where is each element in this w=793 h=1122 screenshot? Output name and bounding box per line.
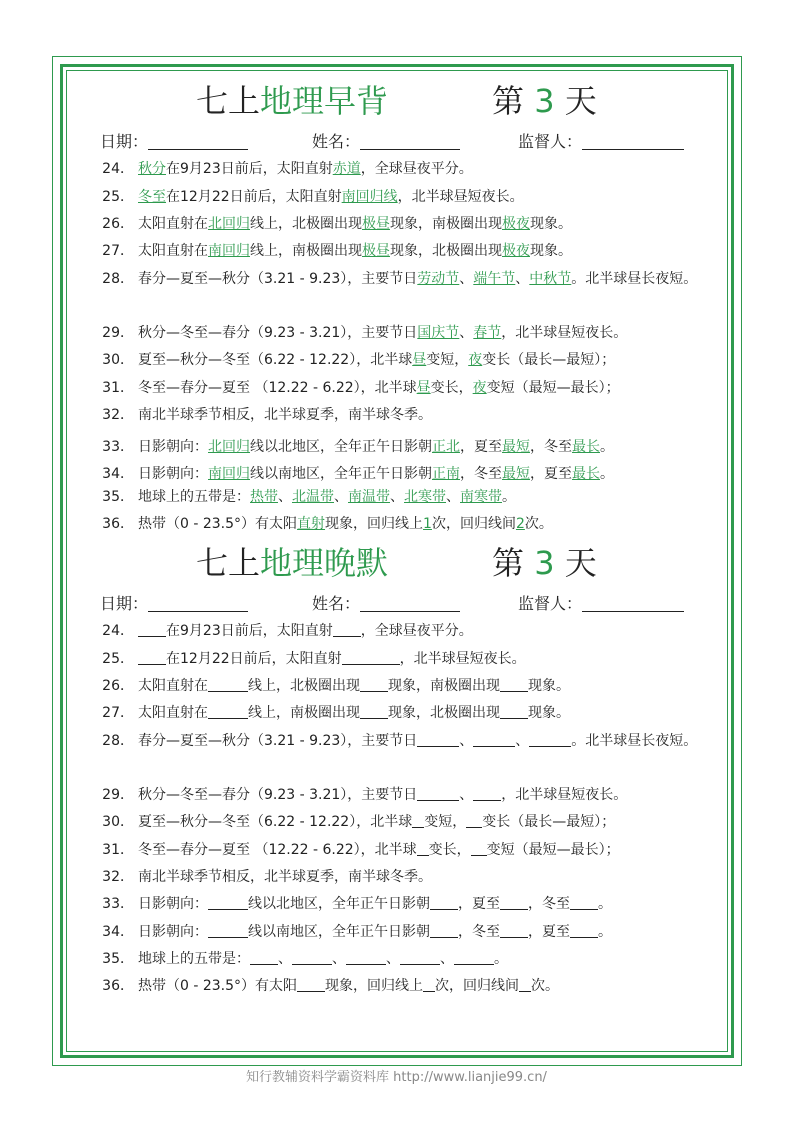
question-text: ，北半球昼短夜长。 (397, 189, 524, 205)
question-text: 现象，南极圈出现 (388, 678, 500, 694)
question-text: 南北半球季节相反，北半球夏季，南半球冬季。 (138, 869, 432, 885)
question-item (76, 347, 722, 373)
title-main: 地理早背 (260, 82, 389, 120)
question-text: 秋分—冬至—春分（9.23 - 3.21），主要节日 (138, 787, 418, 803)
question-item (76, 402, 722, 428)
question-item (76, 511, 722, 537)
question-text: 、 (386, 951, 400, 967)
question-number: 24． (102, 161, 134, 177)
question-text: 春分—夏至—秋分（3.21 - 9.23），主要节日 (138, 271, 418, 287)
question-text: 、 (515, 733, 530, 749)
question-item (76, 782, 722, 808)
question-number: 31． (102, 380, 134, 396)
question-text: 、 (459, 787, 474, 803)
question-item (76, 946, 722, 972)
date-field[interactable] (148, 131, 248, 150)
question-text: 次。 (531, 978, 560, 994)
morning-meta-row (76, 130, 722, 156)
question-item (76, 375, 722, 401)
question-text: 日影朝向： (138, 924, 208, 940)
blank-field[interactable] (519, 977, 531, 992)
day-suffix: 天 (554, 82, 597, 120)
question-text: 现象。 (528, 705, 570, 721)
question-text: 。 (494, 951, 508, 967)
question-text: 现象。 (530, 243, 572, 259)
answer-text: 春节 (473, 325, 502, 341)
supervisor-label: 监督人： (518, 594, 583, 613)
question-text: 在9月23日前后，太阳直射 (166, 623, 333, 639)
morning-day (492, 78, 597, 124)
question-text: 、 (459, 733, 474, 749)
date-label: 日期： (100, 594, 149, 613)
blank-field[interactable] (423, 977, 435, 992)
blank-field[interactable] (471, 841, 487, 856)
question-text: 南北半球季节相反，北半球夏季，南半球冬季。 (138, 407, 432, 423)
question-number: 27． (102, 705, 134, 721)
blank-field[interactable] (208, 704, 248, 719)
answer-text: 2 (515, 516, 525, 532)
day-suffix: 天 (554, 544, 597, 582)
question-item (76, 211, 722, 237)
question-text: ，夏至 (460, 439, 502, 455)
question-text: 线以北地区，全年正午日影朝 (250, 439, 432, 455)
question-text: ，北半球昼短夜长。 (501, 787, 628, 803)
question-text: 在12月22日前后，太阳直射 (166, 189, 342, 205)
answer-text: 南回归线 (341, 189, 398, 205)
answer-text: 正北 (432, 439, 460, 455)
question-text: 在9月23日前后，太阳直射 (166, 161, 333, 177)
question-text: 现象。 (530, 216, 572, 232)
answer-text: 热带 (250, 489, 278, 505)
question-number: 32． (102, 407, 134, 423)
question-text: ，夏至 (528, 924, 570, 940)
answer-text: 最短 (502, 466, 530, 482)
blank-field[interactable] (412, 813, 424, 828)
question-text: 日影朝向： (138, 896, 208, 912)
question-number: 34． (102, 466, 134, 482)
question-text: 变长， (428, 842, 471, 858)
question-number: 36． (102, 978, 134, 994)
question-text: 。 (598, 924, 612, 940)
footer-text: 知行教辅资料学霸资料库 http://www.lianjie99.cn/ (246, 1070, 547, 1085)
name-label: 姓名： (312, 132, 361, 151)
answer-text: 昼 (416, 380, 431, 396)
question-text: 。 (600, 439, 614, 455)
blank-field[interactable] (208, 895, 248, 910)
blank-field[interactable] (360, 677, 388, 692)
question-number: 35． (102, 489, 134, 505)
blank-field[interactable] (342, 650, 400, 665)
question-item (76, 837, 722, 863)
question-text: 太阳直射在 (138, 243, 208, 259)
question-text: 在12月22日前后，太阳直射 (166, 651, 342, 667)
question-text: 地球上的五带是： (138, 951, 250, 967)
blank-field[interactable] (529, 732, 571, 747)
question-text: 变长， (430, 380, 473, 396)
question-text: 线上，北极圈出现 (248, 678, 360, 694)
question-item (76, 320, 722, 346)
question-text: ，全球昼夜平分。 (360, 623, 473, 639)
name-label: 姓名： (312, 594, 361, 613)
answer-text: 最短 (502, 439, 530, 455)
question-text: 。 (598, 896, 612, 912)
blank-field[interactable] (473, 786, 501, 801)
answer-text: 极夜 (502, 243, 530, 259)
answer-text: 北回归 (208, 216, 250, 232)
blank-field[interactable] (473, 732, 515, 747)
date-label: 日期： (100, 132, 149, 151)
morning-title (76, 78, 722, 128)
question-text: 变短（最短—最长）； (486, 380, 620, 396)
question-text: 。 (600, 466, 614, 482)
date-field[interactable] (148, 593, 248, 612)
answer-text: 最长 (572, 466, 600, 482)
answer-text: 夜 (472, 380, 487, 396)
blank-field[interactable] (500, 895, 528, 910)
question-text: 线以北地区，全年正午日影朝 (248, 896, 430, 912)
question-text: 。 (502, 489, 516, 505)
blank-field[interactable] (570, 895, 598, 910)
question-text: 变短， (424, 814, 467, 830)
question-item (76, 973, 722, 999)
question-number: 27． (102, 243, 134, 259)
question-text: 、 (446, 489, 460, 505)
title-prefix: 七上 (196, 82, 261, 120)
question-item (76, 700, 722, 726)
blank-field[interactable] (417, 732, 459, 747)
question-text: 线以南地区，全年正午日影朝 (250, 466, 432, 482)
question-text: 地球上的五带是： (138, 489, 250, 505)
answer-text: 冬至 (138, 189, 166, 205)
question-number: 30． (102, 814, 134, 830)
blank-field[interactable] (292, 950, 332, 965)
question-text: 、 (440, 951, 454, 967)
question-text: 次，回归线间 (435, 978, 520, 994)
answer-text: 南温带 (348, 489, 390, 505)
answer-text: 南回归 (208, 466, 250, 482)
question-item (76, 919, 722, 945)
answer-text: 正南 (432, 466, 460, 482)
answer-text: 北寒带 (404, 489, 446, 505)
evening-meta-row (76, 592, 722, 618)
blank-field[interactable] (297, 977, 325, 992)
supervisor-field[interactable] (582, 593, 684, 612)
question-text: ，北半球昼短夜长。 (399, 651, 526, 667)
question-text: 、 (459, 325, 474, 341)
question-text: 冬至—春分—夏至 （12.22 - 6.22），北半球 (138, 842, 417, 858)
question-text: 现象，北极圈出现 (388, 705, 500, 721)
question-text: 现象，回归线上 (325, 978, 424, 994)
day-prefix: 第 (492, 82, 535, 120)
blank-field[interactable] (346, 950, 386, 965)
answer-text: 劳动节 (417, 271, 460, 287)
question-text: 秋分—冬至—春分（9.23 - 3.21），主要节日 (138, 325, 418, 341)
question-number: 26． (102, 216, 134, 232)
question-text: 、 (515, 271, 530, 287)
answer-text: 赤道 (332, 161, 361, 177)
blank-field[interactable] (400, 950, 440, 965)
evening-title-text (196, 540, 388, 586)
blank-field[interactable] (417, 841, 429, 856)
question-item (76, 156, 722, 182)
answer-text: 中秋节 (529, 271, 572, 287)
question-text: 。北半球昼长夜短。 (571, 733, 698, 749)
answer-text: 极昼 (362, 243, 390, 259)
question-text: 太阳直射在 (138, 678, 208, 694)
morning-title-text (196, 78, 388, 124)
blank-field[interactable] (208, 677, 248, 692)
question-text: 日影朝向： (138, 439, 208, 455)
question-text: 夏至—秋分—冬至（6.22 - 12.22），北半球 (138, 814, 413, 830)
supervisor-label: 监督人： (518, 132, 583, 151)
question-number: 29． (102, 325, 134, 341)
answer-text: 夜 (468, 352, 483, 368)
blank-field[interactable] (417, 786, 459, 801)
question-text: 太阳直射在 (138, 216, 208, 232)
answer-text: 直射 (297, 516, 326, 532)
day-number: 3 (534, 82, 555, 120)
question-text: 现象。 (528, 678, 570, 694)
question-number: 29． (102, 787, 134, 803)
question-item (76, 618, 722, 644)
question-item (76, 809, 722, 835)
question-item (76, 184, 722, 210)
answer-text: 最长 (572, 439, 600, 455)
question-text: 。北半球昼长夜短。 (571, 271, 698, 287)
question-text: ，全球昼夜平分。 (360, 161, 473, 177)
question-number: 33． (102, 439, 134, 455)
question-text: 、 (390, 489, 404, 505)
question-text: ，北半球昼短夜长。 (501, 325, 628, 341)
question-text: 日影朝向： (138, 466, 208, 482)
question-item (76, 673, 722, 699)
question-text: ，冬至 (528, 896, 570, 912)
blank-field[interactable] (333, 622, 361, 637)
answer-text: 北回归 (208, 439, 250, 455)
blank-field[interactable] (500, 677, 528, 692)
blank-field[interactable] (454, 950, 494, 965)
question-text: ，冬至 (460, 466, 502, 482)
question-number: 28． (102, 271, 134, 287)
question-text: 变长（最长—最短）； (482, 814, 616, 830)
question-text: 、 (278, 951, 292, 967)
blank-field[interactable] (500, 923, 528, 938)
question-number: 32． (102, 869, 134, 885)
blank-field[interactable] (138, 622, 166, 637)
blank-field[interactable] (430, 895, 458, 910)
blank-field[interactable] (500, 704, 528, 719)
answer-text: 南回归 (208, 243, 250, 259)
question-text: 线上，南极圈出现 (250, 243, 362, 259)
question-text: 春分—夏至—秋分（3.21 - 9.23），主要节日 (138, 733, 418, 749)
blank-field[interactable] (360, 704, 388, 719)
question-text: 线上，南极圈出现 (248, 705, 360, 721)
evening-title (76, 540, 722, 590)
day-number: 3 (534, 544, 555, 582)
question-text: 变长（最长—最短）； (482, 352, 616, 368)
question-item (76, 891, 722, 917)
question-text: 热带（0 - 23.5°）有太阳 (138, 516, 298, 532)
blank-field[interactable] (430, 923, 458, 938)
question-text: 变短， (426, 352, 469, 368)
name-field[interactable] (360, 131, 460, 150)
question-text: 现象，回归线上 (325, 516, 424, 532)
question-number: 35． (102, 951, 134, 967)
question-text: 线以南地区，全年正午日影朝 (248, 924, 430, 940)
question-item (76, 864, 722, 890)
blank-field[interactable] (466, 813, 482, 828)
question-text: ，夏至 (530, 466, 572, 482)
question-text: 次。 (524, 516, 553, 532)
question-text: 、 (459, 271, 474, 287)
question-number: 24． (102, 623, 134, 639)
question-text: 变短（最短—最长）； (486, 842, 620, 858)
question-text: 太阳直射在 (138, 705, 208, 721)
question-text: ，夏至 (458, 896, 500, 912)
blank-field[interactable] (250, 950, 278, 965)
answer-text: 端午节 (473, 271, 516, 287)
question-number: 36． (102, 516, 134, 532)
question-item (76, 266, 716, 292)
question-text: 热带（0 - 23.5°）有太阳 (138, 978, 298, 994)
question-text: 、 (278, 489, 292, 505)
question-text: 现象，北极圈出现 (390, 243, 502, 259)
question-number: 34． (102, 924, 134, 940)
question-text: 、 (332, 951, 346, 967)
question-number: 26． (102, 678, 134, 694)
question-number: 33． (102, 896, 134, 912)
evening-day (492, 540, 597, 586)
question-text: 现象，南极圈出现 (390, 216, 502, 232)
question-item (76, 434, 722, 460)
answer-text: 极夜 (502, 216, 530, 232)
day-prefix: 第 (492, 544, 535, 582)
question-text: ，冬至 (530, 439, 572, 455)
title-main: 地理晚默 (260, 544, 389, 582)
question-item (76, 646, 722, 672)
question-item (76, 238, 722, 264)
answer-text: 秋分 (138, 161, 166, 177)
answer-text: 国庆节 (417, 325, 460, 341)
question-text: 线上，北极圈出现 (250, 216, 362, 232)
question-text: ，冬至 (458, 924, 500, 940)
question-text: 冬至—春分—夏至 （12.22 - 6.22），北半球 (138, 380, 417, 396)
answer-text: 北温带 (292, 489, 334, 505)
blank-field[interactable] (208, 923, 248, 938)
blank-field[interactable] (138, 650, 166, 665)
question-number: 25． (102, 189, 134, 205)
question-number: 25． (102, 651, 134, 667)
name-field[interactable] (360, 593, 460, 612)
question-number: 30． (102, 352, 134, 368)
question-item (76, 728, 716, 754)
question-number: 28． (102, 733, 134, 749)
answer-text: 南寒带 (460, 489, 502, 505)
answer-text: 昼 (412, 352, 427, 368)
answer-text: 1 (423, 516, 432, 532)
question-number: 31． (102, 842, 134, 858)
question-text: 、 (334, 489, 348, 505)
question-item (76, 484, 722, 510)
question-text: 次，回归线间 (431, 516, 516, 532)
answer-text: 极昼 (362, 216, 390, 232)
title-prefix: 七上 (196, 544, 261, 582)
supervisor-field[interactable] (582, 131, 684, 150)
blank-field[interactable] (570, 923, 598, 938)
question-text: 夏至—秋分—冬至（6.22 - 12.22），北半球 (138, 352, 413, 368)
